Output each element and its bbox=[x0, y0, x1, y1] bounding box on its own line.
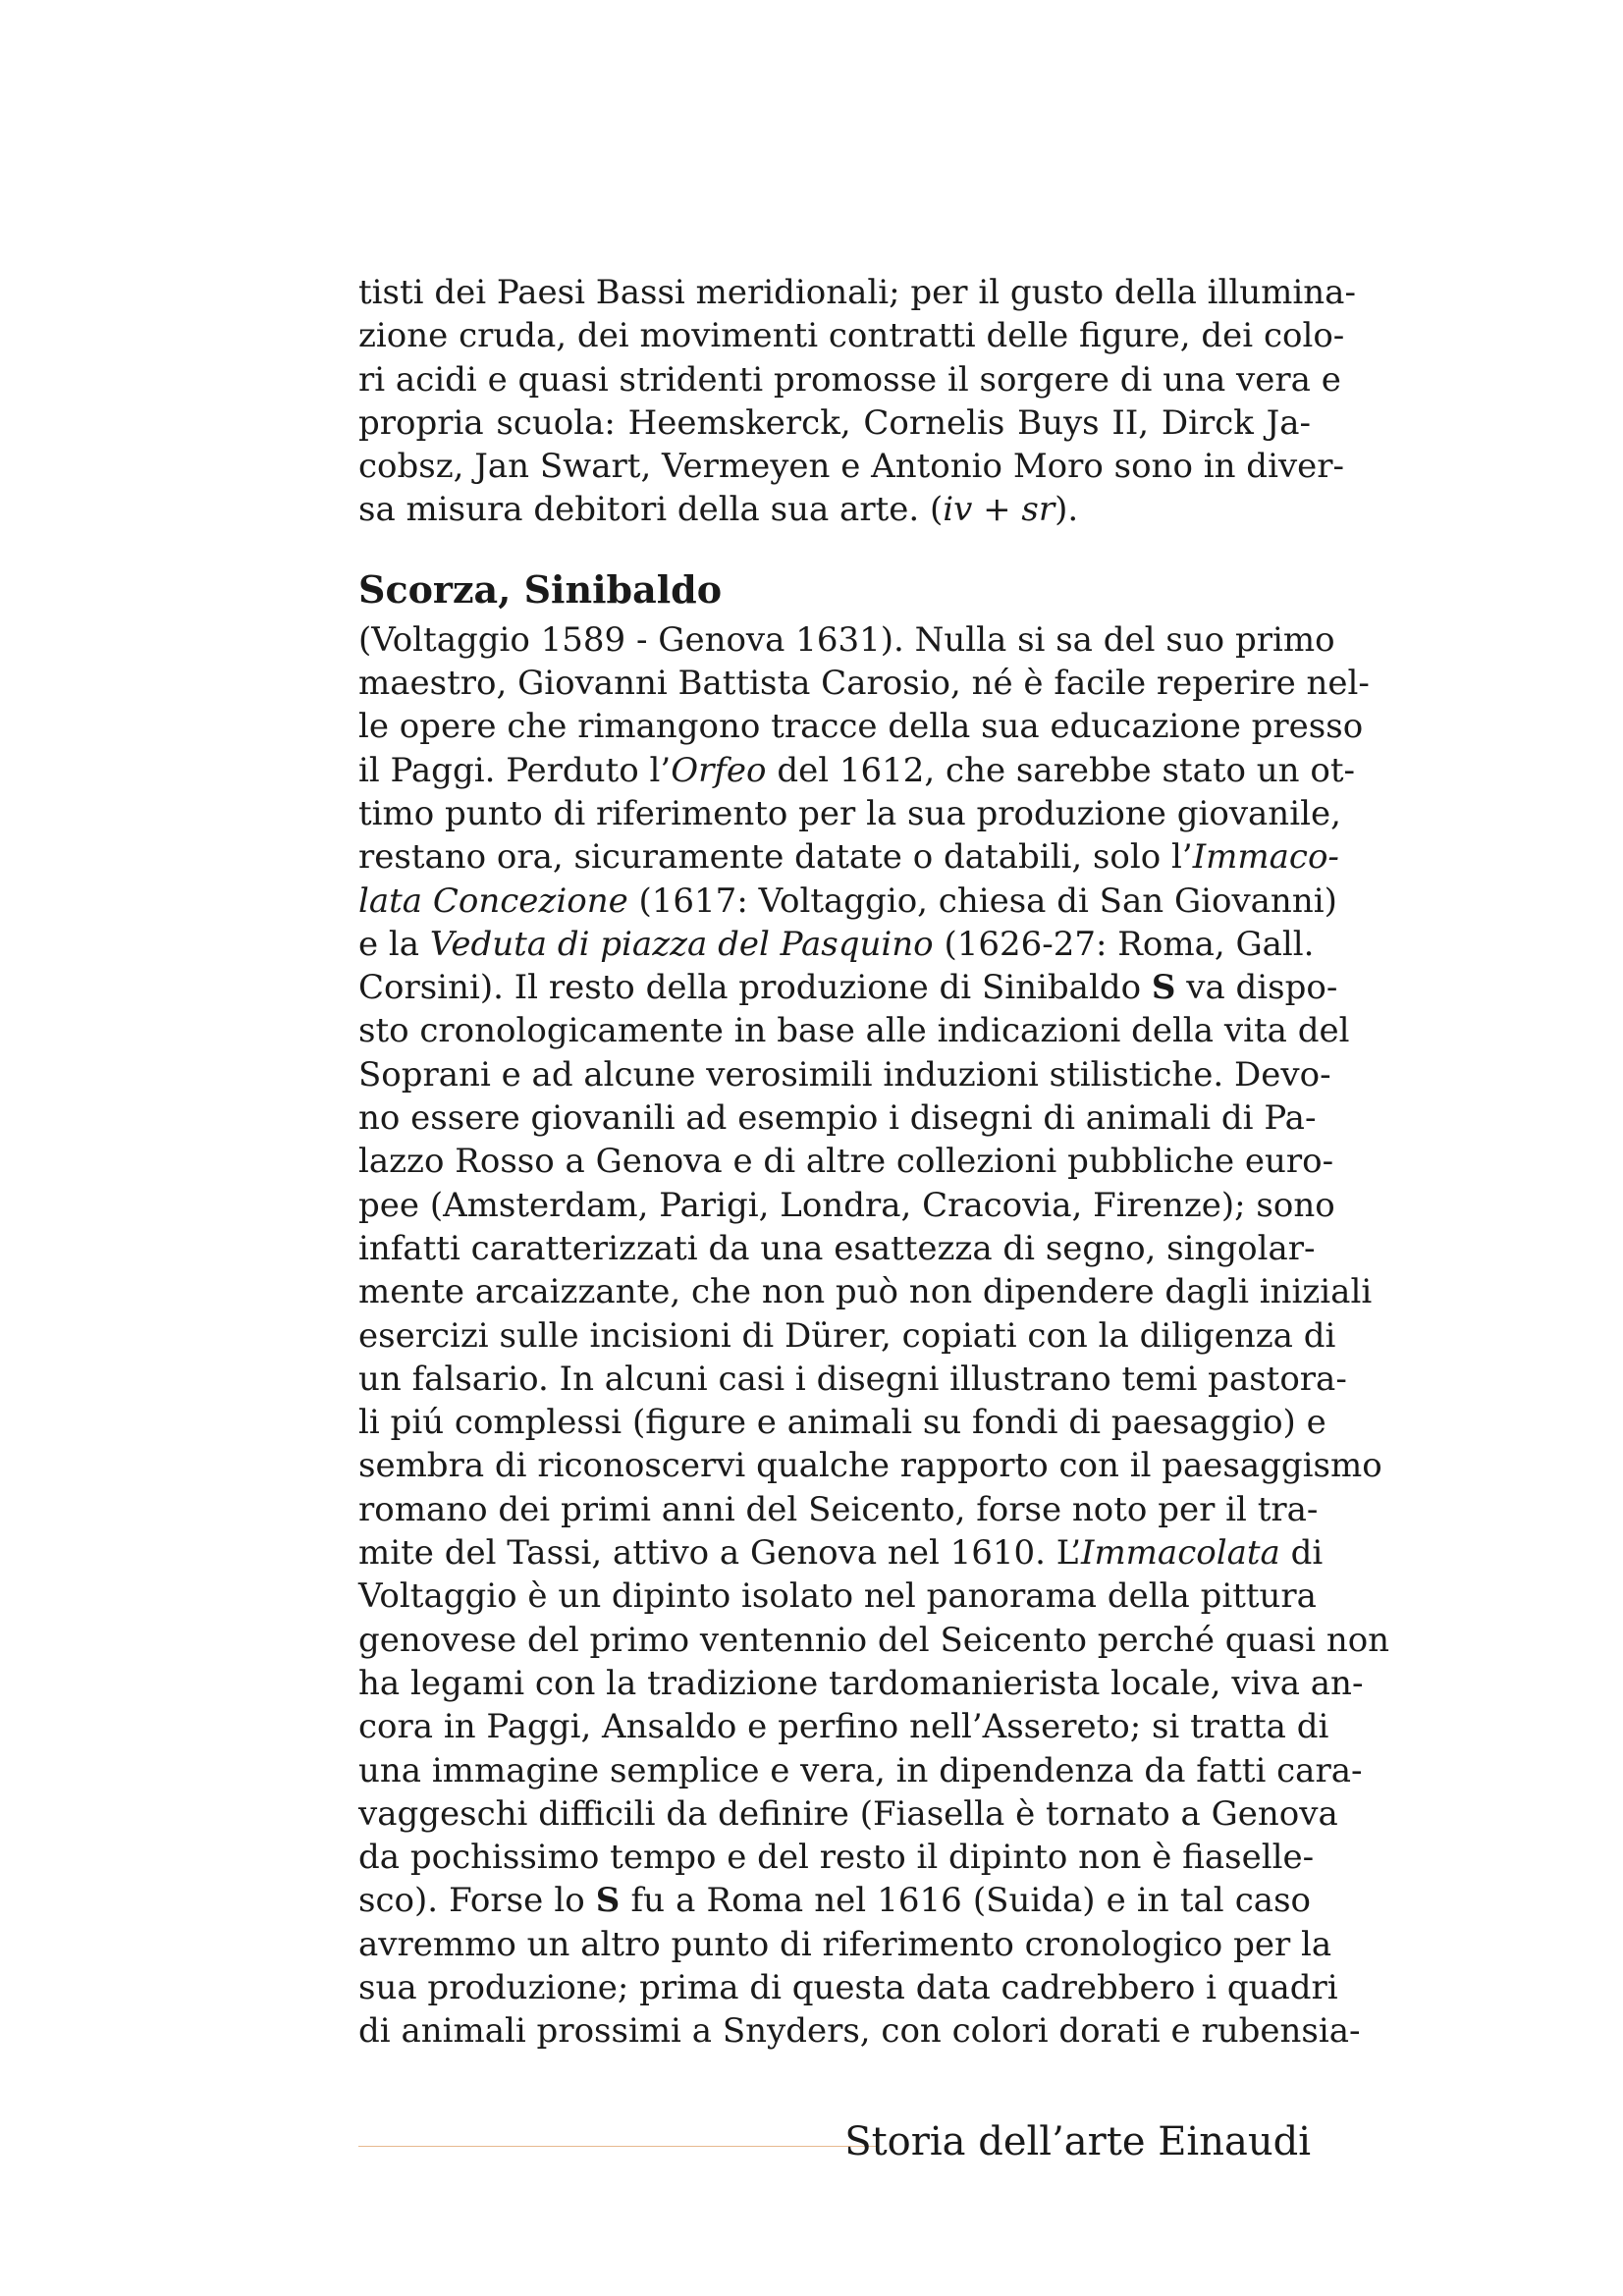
text-line: avremmo un altro punto di riferimento cronologico per la bbox=[358, 1924, 1332, 1964]
text-line: li piú complessi (figure e animali su fondi di paesaggio) e bbox=[358, 1403, 1326, 1443]
intro-paragraph bbox=[358, 271, 1356, 532]
text-line: mente arcaizzante, che non può non dipendere dagli iniziali bbox=[358, 1272, 1373, 1312]
text-line bbox=[358, 1531, 1324, 1575]
text-line: romano dei primi anni del Seicento, forse noto per il tra- bbox=[358, 1489, 1319, 1529]
text-line: tisti dei Paesi Bassi meridionali; per il gusto della illumina- bbox=[358, 273, 1356, 312]
artist-abbreviation: S bbox=[595, 1881, 621, 1921]
text-line: sua produzione; prima di questa data cadrebbero i quadri bbox=[358, 1967, 1338, 2007]
text-line: genovese del primo ventennio del Seicento perché quasi non bbox=[358, 1620, 1390, 1660]
text-run: va dispo- bbox=[1175, 968, 1338, 1008]
text-line: sto cronologicamente in base alle indicazioni della vita del bbox=[358, 1011, 1350, 1051]
text-line: vaggeschi difficili da definire (Fiasella è tornato a Genova bbox=[358, 1793, 1338, 1834]
text-run: (1626-27: Roma, Gall. bbox=[933, 924, 1315, 964]
text-line: no essere giovanili ad esempio i disegni di animali di Pa- bbox=[358, 1098, 1317, 1139]
text-line bbox=[358, 880, 1337, 923]
page-footer bbox=[358, 2114, 1311, 2173]
artwork-title: Immacolata bbox=[1081, 1533, 1280, 1574]
text-line bbox=[358, 749, 1355, 792]
text-run: restano ora, sicuramente datate o databili, solo l’ bbox=[358, 837, 1193, 878]
text-line: lazzo Rosso a Genova e di altre collezioni pubbliche euro- bbox=[358, 1142, 1334, 1182]
text-line bbox=[358, 835, 1339, 879]
text-line: da pochissimo tempo e del resto il dipinto non è fiaselle- bbox=[358, 1838, 1315, 1878]
text-line bbox=[358, 1879, 1311, 1922]
entry-heading: Scorza, Sinibaldo bbox=[358, 566, 723, 612]
text-line: esercizi sulle incisioni di Dürer, copiati con la diligenza di bbox=[358, 1315, 1336, 1356]
text-line bbox=[358, 966, 1338, 1009]
text-run: Corsini). Il resto della produzione di Sinibaldo bbox=[358, 968, 1152, 1008]
text-line: un falsario. In alcuni casi i disegni illustrano temi pastora- bbox=[358, 1359, 1347, 1399]
text-line: maestro, Giovanni Battista Carosio, né è facile reperire nel- bbox=[358, 664, 1370, 704]
text-line: pee (Amsterdam, Parigi, Londra, Cracovia, Firenze); sono bbox=[358, 1185, 1335, 1225]
author-signature: iv + sr bbox=[943, 490, 1055, 530]
text-line: timo punto di riferimento per la sua produzione giovanile, bbox=[358, 793, 1341, 833]
artist-abbreviation: S bbox=[1151, 968, 1176, 1008]
text-line: ri acidi e quasi stridenti promosse il sorgere di una vera e bbox=[358, 359, 1341, 400]
footer-divider bbox=[358, 2146, 879, 2147]
text-line: propria scuola: Heemskerck, Cornelis Buys II, Dirck Ja- bbox=[358, 402, 1311, 443]
artwork-title: lata Concezione bbox=[358, 881, 628, 921]
text-line: le opere che rimangono tracce della sua educazione presso bbox=[358, 707, 1364, 747]
text-line: di animali prossimi a Snyders, con colori dorati e rubensia- bbox=[358, 2011, 1361, 2052]
text-line: zione cruda, dei movimenti contratti delle figure, dei colo- bbox=[358, 316, 1345, 356]
text-line bbox=[358, 923, 1315, 966]
text-line: cora in Paggi, Ansaldo e perfino nell’Assereto; si tratta di bbox=[358, 1707, 1329, 1747]
text-run: ). bbox=[1055, 490, 1079, 530]
artwork-title: Veduta di piazza del Pasquino bbox=[429, 924, 934, 964]
text-line: sembra di riconoscervi qualche rapporto con il paesaggismo bbox=[358, 1446, 1382, 1486]
text-line bbox=[358, 488, 1311, 531]
entry-paragraph bbox=[358, 618, 1390, 2054]
text-run: (1617: Voltaggio, chiesa di San Giovanni) bbox=[627, 881, 1337, 921]
text-run: fu a Roma nel 1616 (Suida) e in tal caso bbox=[620, 1881, 1311, 1921]
artwork-title: Orfeo bbox=[671, 750, 767, 790]
text-run: sa misura debitori della sua arte. ( bbox=[358, 490, 944, 530]
text-line: ha legami con la tradizione tardomanierista locale, viva an- bbox=[358, 1663, 1364, 1703]
text-column bbox=[358, 271, 1390, 2054]
text-run: e la bbox=[358, 924, 430, 964]
text-line: Voltaggio è un dipinto isolato nel panorama della pittura bbox=[358, 1576, 1317, 1617]
artwork-title: Immaco- bbox=[1192, 837, 1339, 878]
text-run: di bbox=[1279, 1533, 1324, 1574]
text-line: una immagine semplice e vera, in dipendenza da fatti cara- bbox=[358, 1750, 1363, 1790]
text-line: Soprani e ad alcune verosimili induzioni stilistiche. Devo- bbox=[358, 1054, 1331, 1095]
publisher-name: Storia dell’arte Einaudi bbox=[844, 2119, 1311, 2164]
text-run: mite del Tassi, attivo a Genova nel 1610. L’ bbox=[358, 1533, 1082, 1574]
text-line: infatti caratterizzati da una esattezza di segno, singolar- bbox=[358, 1228, 1316, 1268]
text-line: cobsz, Jan Swart, Vermeyen e Antonio Moro sono in diver- bbox=[358, 447, 1345, 487]
text-line: (Voltaggio 1589 - Genova 1631). Nulla si sa del suo primo bbox=[358, 619, 1335, 660]
text-run: il Paggi. Perduto l’ bbox=[358, 750, 672, 790]
text-run: del 1612, che sarebbe stato un ot- bbox=[766, 750, 1355, 790]
text-run: sco). Forse lo bbox=[358, 1881, 596, 1921]
